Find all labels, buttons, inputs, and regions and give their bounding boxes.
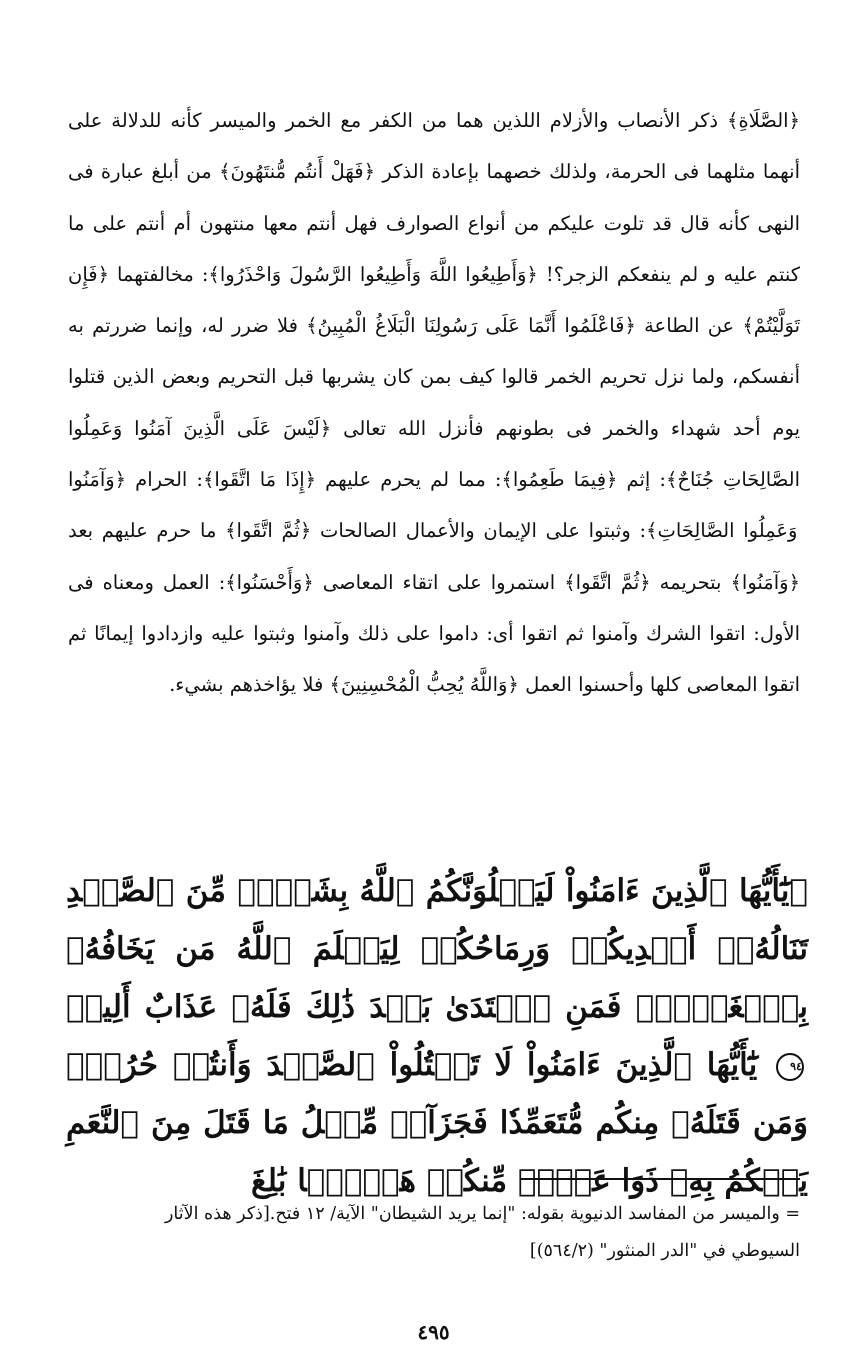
tafsir-line: قالوا كيف بمن كان يشربها قبل التحريم وبعض الذين قتلوا يوم أحد شهداء والخمر فى <box>68 365 800 440</box>
tafsir-line: منتهون أم أنتم على ما كنتم عليه و لم ينفعكم الزجر؟! ﴿وَأَطِيعُوا اللَّهَ وَأَطِيعُوا <box>68 211 800 286</box>
tafsir-commentary <box>68 95 800 711</box>
tafsir-line: وازدادوا إيمانًا ثم اتقوا المعاصى كلها وأحسنوا العمل ﴿وَاللَّهُ يُحِبُّ الْمُحْسِنِينَ﴾ فلا <box>68 621 800 697</box>
verse-95-text: يَٰٓأَيُّهَا ٱلَّذِينَ ءَامَنُواْ لَا تَقۡتُلُواْ ٱلصَّيۡدَ وَأَنتُمۡ حُرُمٞۚ وَمَن قَتَلَهُۥ مِنكُم مُّتَعَمِّدٗا فَجَزَآءٞ مِّثۡلُ مَا قَتَلَ مِنَ ٱلنَّعَمِ يَحۡكُمُ بِهِۦ ذَوَا عَدۡلٖ مِّنكُمۡ هَدۡيَۢا بَٰلِغَ <box>66 1047 808 1199</box>
ayah-number-marker: ٩٤ <box>776 1053 804 1081</box>
tafsir-line: ﴿الصَّلَاةِ﴾ ذكر الأنصاب والأزلام اللذين هما من الكفر مع الخمر والميسر كأنه للدلالة <box>102 109 800 132</box>
footnote-line: = والميسر من المفاسد الدنيوية بقوله: "إنما يريد الشيطان" الآية/ ١٢ فتح.[ذكر هذه الآثار <box>164 1204 800 1224</box>
tafsir-line: ﴿فِيمَا طَعِمُوا﴾: مما لم يحرم عليهم ﴿إِذَا مَا اتَّقَوا﴾: الحرام ﴿وَآمَنُوا وَعَمِلُوا <box>68 468 798 543</box>
tafsir-line: رَسُولِنَا الْبَلَاغُ الْمُبِينُ﴾ فلا ضرر له، وإنما ضررتم به أنفسكم، ولما نزل تحريم الخمر <box>68 314 800 389</box>
tafsir-line: ومعناه فى الأول: اتقوا الشرك وآمنوا ثم اتقوا أى: داموا على ذلك وآمنوا وثبتوا عليه <box>68 570 800 645</box>
tafsir-line: ﴿وَآمَنُوا﴾ بتحريمه ﴿ثُمَّ اتَّقَوا﴾ استمروا على اتقاء المعاصى ﴿وَأَحْسَنُوا﴾: العمل <box>153 570 800 594</box>
tafsir-line: الرَّسُولَ وَاحْذَرُوا﴾: مخالفتهما ﴿فَإِن تَوَلَّيْتُمْ﴾ عن الطاعة ﴿فَاعْلَمُوا أَنَّمَا عَلَى <box>68 262 801 338</box>
page-number: ٤٩٥ <box>417 1320 450 1344</box>
tafsir-line: بطونهم فأنزل الله تعالى ﴿لَيْسَ عَلَى الَّذِينَ آمَنُوا وَعَمِلُوا الصَّالِحَاتِ جُنَاحٌ﴾: إثم <box>68 416 800 492</box>
tafsir-line: يؤاخذهم بشيء. <box>169 673 297 697</box>
verse-94-text: ﴿يَٰٓأَيُّهَا ٱلَّذِينَ ءَامَنُواْ لَيَبۡلُوَنَّكُمُ ٱللَّهُ بِشَيۡءٖ مِّنَ ٱلصَّيۡدِ تَنَالُهُۥٓ أَيۡدِيكُمۡ وَرِمَاحُكُمۡ لِيَعۡلَمَ ٱللَّهُ مَن يَخَافُهُۥ بِٱلۡغَيۡبِۚ فَمَنِ ٱعۡتَدَىٰ بَعۡدَ ذَٰلِكَ فَلَهُۥ عَذَابٌ أَلِيمٞ <box>66 873 808 1025</box>
tafsir-line: الصَّالِحَاتِ﴾: وثبتوا على الإيمان والأعمال الصالحات ﴿ثُمَّ اتَّقَوا﴾ ما حرم عليهم بعد <box>68 519 735 543</box>
tafsir-line: على أنهما مثلهما فى الحرمة، ولذلك خصهما بإعادة الذكر ﴿فَهَلْ أَنتُم مُّنتَهُونَ﴾ من <box>68 109 800 184</box>
footnote-separator <box>520 1178 800 1180</box>
tafsir-line: أبلغ عبارة فى النهى كأنه قال قد تلوت عليكم من أنواع الصوارف فهل أنتم معها <box>68 160 800 235</box>
footnote <box>68 1196 800 1270</box>
quran-verses <box>66 862 808 1210</box>
footnote-line: السيوطي في "الدر المنثور" (٥٦٤/٢)] <box>529 1241 800 1261</box>
